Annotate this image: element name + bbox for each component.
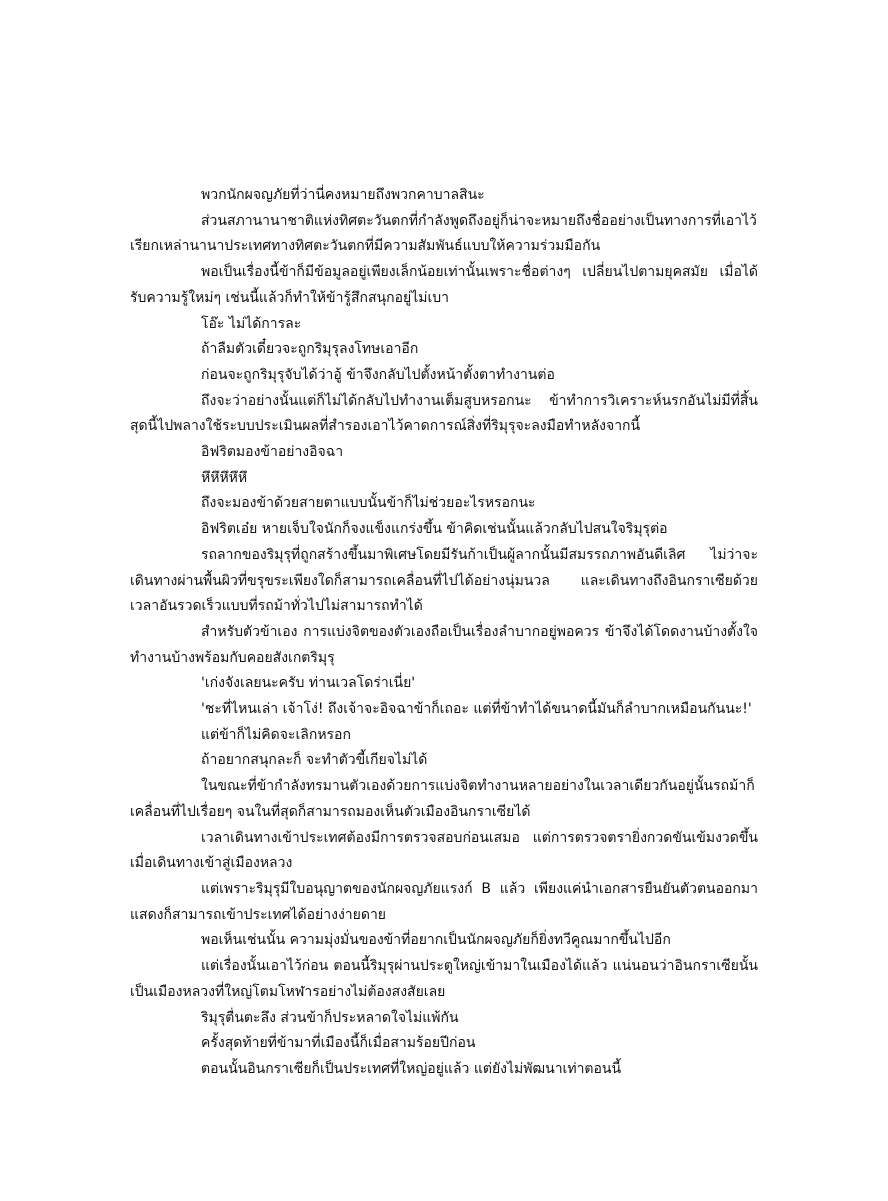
paragraph: ริมุรุตื่นตะลึง ส่วนข้าก็ประหลาดใจไม่แพ้กัน (201, 1009, 459, 1026)
paragraph: พอเห็นเช่นนั้น ความมุ่งมั่นของข้าที่อยากเป็นนักผจญภัยก็ยิ่งทวีคูณมากขึ้นไปอีก (201, 932, 671, 949)
paragraph: เวลาเดินทางเข้าประเทศต้องมีการตรวจสอบก่อนเสมอ แต่การตรวจตรายิ่งกวดขันเข้มงวดขึ้นเมื่อเดินทางเข้าสู่เมืองหลวง (130, 829, 758, 872)
paragraph: ในขณะที่ข้ากำลังทรมานตัวเองด้วยการแบ่งจิตทำงานหลายอย่างในเวลาเดียวกันอยู่นั้นรถม้าก็เคลื่อนที่ไปเรื่อยๆ จนในที่สุดก็สามารถมองเห็นตัวเมืองอินกราเซียได้ (130, 778, 755, 820)
paragraph: 'ชะที่ไหนเล่า เจ้าโง่! ถึงเจ้าจะอิจฉาข้าก็เถอะ แต่ที่ข้าทำได้ขนาดนี้มันก็ลำบากเหมือนกันนะ!' (201, 701, 752, 718)
paragraph: อิฟริตเอ๋ย หายเจ็บใจนักก็จงแข็งแกร่งขึ้น ข้าคิดเช่นนั้นแล้วกลับไปสนใจริมุรุต่อ (201, 521, 668, 538)
paragraph: พอเป็นเรื่องนี้ข้าก็มีข้อมูลอยู่เพียงเล็กน้อยเท่านั้นเพราะชื่อต่างๆ เปลี่ยนไปตามยุคสมัย เมื่อได้รับความรู้ใหม่ๆ เช่นนี้แล้วก็ทำให้ข้ารู้สึกสนุกอยู่ไม่เบา (130, 264, 758, 306)
paragraph: ถึงจะว่าอย่างนั้นแต่ก็ไม่ได้กลับไปทำงานเต็มสูบหรอกนะ ข้าทำการวิเคราะห์นรกอันไม่มีที่สิ้นสุดนี้ไปพลางใช้ระบบประเมินผลที่สำรองเอาไว้คาดการณ์สิ่งที่ริมุรุจะลงมือทำหลังจากนี้ (130, 392, 758, 435)
paragraph: ส่วนสภานานาชาติแห่งทิศตะวันตกที่กำลังพูดถึงอยู่ก็น่าจะหมายถึงชื่ออย่างเป็นทางการที่เอาไว้เรียกเหล่านานาประเทศทางทิศตะวันตกที่มีความสัมพันธ์แบบให้ความร่วมมือกัน (130, 212, 757, 255)
paragraph: ถ้าอยากสนุกละก็ จะทำตัวขี้เกียจไม่ได้ (201, 752, 428, 769)
paragraph: พวกนักผจญภัยที่ว่านี่คงหมายถึงพวกคาบาลสินะ (201, 187, 485, 203)
paragraph: 'เก่งจังเลยนะครับ ท่านเวลโดร่าเนี่ย' (201, 675, 416, 692)
paragraph: ถึงจะมองข้าด้วยสายตาแบบนั้นข้าก็ไม่ช่วยอะไรหรอกนะ (201, 495, 536, 512)
paragraph: อิฟริตมองข้าอย่างอิจฉา (201, 444, 344, 461)
paragraph: หึหึหึหึหึ (201, 469, 248, 486)
paragraph: ก่อนจะถูกริมุรุจับได้ว่าอู้ ข้าจึงกลับไปตั้งหน้าตั้งตาทำงานต่อ (201, 366, 555, 383)
paragraph: แต่เพราะริมุรุมีใบอนุญาตของนักผจญภัยแรงก์ B แล้ว เพียงแค่นำเอกสารยืนยันตัวตนออกมาแสดงก็สามารถเข้าประเทศได้อย่างง่ายดาย (130, 880, 758, 923)
paragraph: ถ้าลืมตัวเดี๋ยวจะถูกริมุรุลงโทษเอาอีก (201, 341, 419, 358)
paragraph: แต่ข้าก็ไม่คิดจะเลิกหรอก (201, 726, 351, 743)
paragraph: สำหรับตัวข้าเอง การแบ่งจิตของตัวเองถือเป็นเรื่องลำบากอยู่พอควร ข้าจึงได้โดดงานบ้างตั้งใจทำงานบ้างพร้อมกับคอยสังเกตริมุรุ (130, 623, 758, 666)
paragraph: ครั้งสุดท้ายที่ข้ามาที่เมืองนี้ก็เมื่อสามร้อยปีก่อน (201, 1035, 476, 1052)
paragraph: แต่เรื่องนั้นเอาไว้ก่อน ตอนนี้ริมุรุผ่านประตูใหญ่เข้ามาในเมืองได้แล้ว แน่นอนว่าอินกราเซียนั้นเป็นเมืองหลวงที่ใหญ่โตมโหฬารอย่างไม่ต้องสงสัยเลย (130, 958, 758, 1000)
paragraph: รถลากของริมุรุที่ถูกสร้างขึ้นมาพิเศษโดยมีรันก้าเป็นผู้ลากนั้นมีสมรรถภาพอันดีเลิศ ไม่ว่าจะเดินทางผ่านพื้นผิวที่ขรุขระเพียงใดก็สามารถเคลื่อนที่ไปได้อย่างนุ่มนวล และเดินทางถึงอินกราเซียด้วยเวลาอันรวดเร็วแบบที่รถม้าทั่วไปไม่สามารถทำได้ (130, 546, 758, 615)
paragraph: โอ๊ะ ไม่ได้การละ (201, 315, 302, 332)
document-body (130, 183, 758, 1083)
paragraph: ตอนนั้นอินกราเซียก็เป็นประเทศที่ใหญ่อยู่แล้ว แต่ยังไม่พัฒนาเท่าตอนนี้ (201, 1060, 622, 1077)
